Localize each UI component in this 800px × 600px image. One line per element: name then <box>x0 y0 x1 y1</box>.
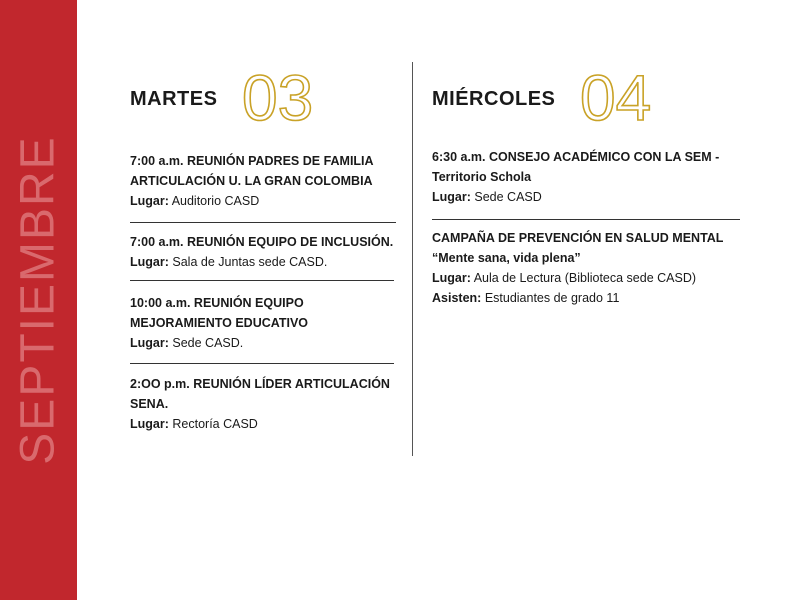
column-divider <box>412 62 413 456</box>
event-title: 6:30 a.m. CONSEJO ACADÉMICO CON LA SEM - Territorio Schola <box>432 150 720 184</box>
event-item <box>130 151 396 211</box>
event-title: 10:00 a.m. REUNIÓN EQUIPO MEJORAMIENTO EDUCATIVO <box>130 296 309 330</box>
place-label: Lugar: <box>130 336 169 350</box>
event-item <box>432 228 742 308</box>
event-separator <box>130 363 394 364</box>
event-title: 7:00 a.m. REUNIÓN PADRES DE FAMILIA ARTICULACIÓN U. LA GRAN COLOMBIA <box>130 154 374 188</box>
day-column-miercoles <box>432 60 742 308</box>
day-name: MARTES <box>130 88 218 110</box>
event-title: 7:00 a.m. REUNIÓN EQUIPO DE INCLUSIÓN. <box>130 235 394 249</box>
day-header <box>130 60 396 140</box>
place-label: Lugar: <box>432 190 471 204</box>
place-label: Lugar: <box>130 194 169 208</box>
event-separator <box>130 222 396 223</box>
event-item <box>130 374 396 434</box>
event-place <box>130 252 396 272</box>
place-value: Sede CASD. <box>172 336 244 350</box>
day-number: 04 <box>580 62 652 134</box>
place-value: Sede CASD <box>474 190 542 204</box>
place-label: Lugar: <box>130 255 169 269</box>
month-sidebar <box>0 0 77 600</box>
place-label: Lugar: <box>130 417 169 431</box>
event-attendees <box>432 288 742 308</box>
attendees-label: Asisten: <box>432 291 482 305</box>
place-value: Aula de Lectura (Biblioteca sede CASD) <box>473 271 697 285</box>
event-item <box>130 232 396 272</box>
day-number: 03 <box>242 62 314 134</box>
event-separator <box>130 280 394 281</box>
day-header <box>432 60 742 140</box>
day-name: MIÉRCOLES <box>432 88 556 110</box>
place-label: Lugar: <box>432 271 471 285</box>
event-place <box>432 187 742 207</box>
day-column-martes <box>130 60 396 434</box>
event-item <box>432 147 742 207</box>
place-value: Rectoría CASD <box>172 417 258 431</box>
place-value: Sala de Juntas sede CASD. <box>172 255 328 269</box>
event-place <box>130 414 396 434</box>
event-title: 2:OO p.m. REUNIÓN LÍDER ARTICULACIÓN SENA. <box>130 377 390 411</box>
event-item <box>130 293 396 353</box>
event-place <box>432 268 742 288</box>
event-separator <box>432 219 740 220</box>
event-place <box>130 333 396 353</box>
event-place <box>130 191 396 211</box>
attendees-value: Estudiantes de grado 11 <box>484 291 620 305</box>
place-value: Auditorio CASD <box>171 194 260 208</box>
month-label: SEPTIEMBRE <box>11 135 65 465</box>
event-title: CAMPAÑA DE PREVENCIÓN EN SALUD MENTAL “Mente sana, vida plena” <box>432 231 724 265</box>
